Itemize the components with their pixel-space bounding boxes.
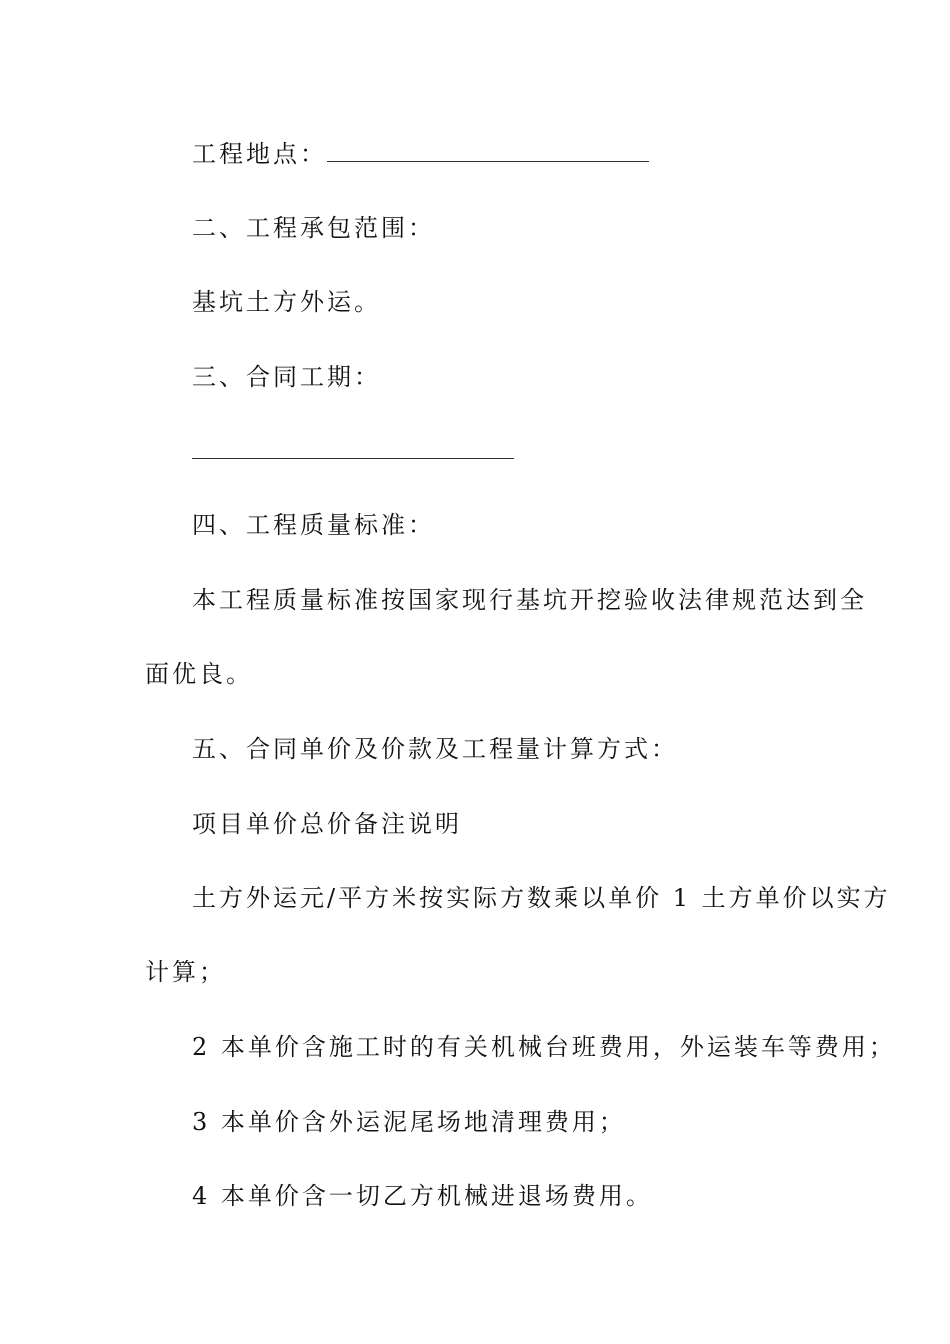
location-label: 工程地点：	[192, 140, 327, 168]
item1-line1: 土方外运元/平方米按实际方数乘以单价 1 土方单价以实方	[192, 884, 891, 912]
location-line	[192, 138, 649, 170]
section4-body-line2: 面优良。	[145, 660, 253, 688]
contract-period-blank[interactable]	[192, 458, 514, 459]
section4-title: 四、工程质量标准：	[192, 511, 435, 539]
section5-title: 五、合同单价及价款及工程量计算方式：	[192, 735, 678, 763]
section4-body-line1: 本工程质量标准按国家现行基坑开挖验收法律规范达到全	[192, 586, 867, 614]
section2-body: 基坑土方外运。	[192, 288, 381, 316]
item3-line: 3 本单价含外运泥尾场地清理费用；	[192, 1108, 626, 1136]
item2-line: 2 本单价含施工时的有关机械台班费用，外运装车等费用；	[192, 1033, 896, 1061]
location-blank[interactable]	[327, 141, 649, 162]
item4-line: 4 本单价含一切乙方机械进退场费用。	[192, 1182, 653, 1210]
item1-line2: 计算；	[145, 958, 226, 986]
section3-title: 三、合同工期：	[192, 363, 381, 391]
table-header-line: 项目单价总价备注说明	[192, 810, 462, 838]
section2-title: 二、工程承包范围：	[192, 214, 435, 242]
